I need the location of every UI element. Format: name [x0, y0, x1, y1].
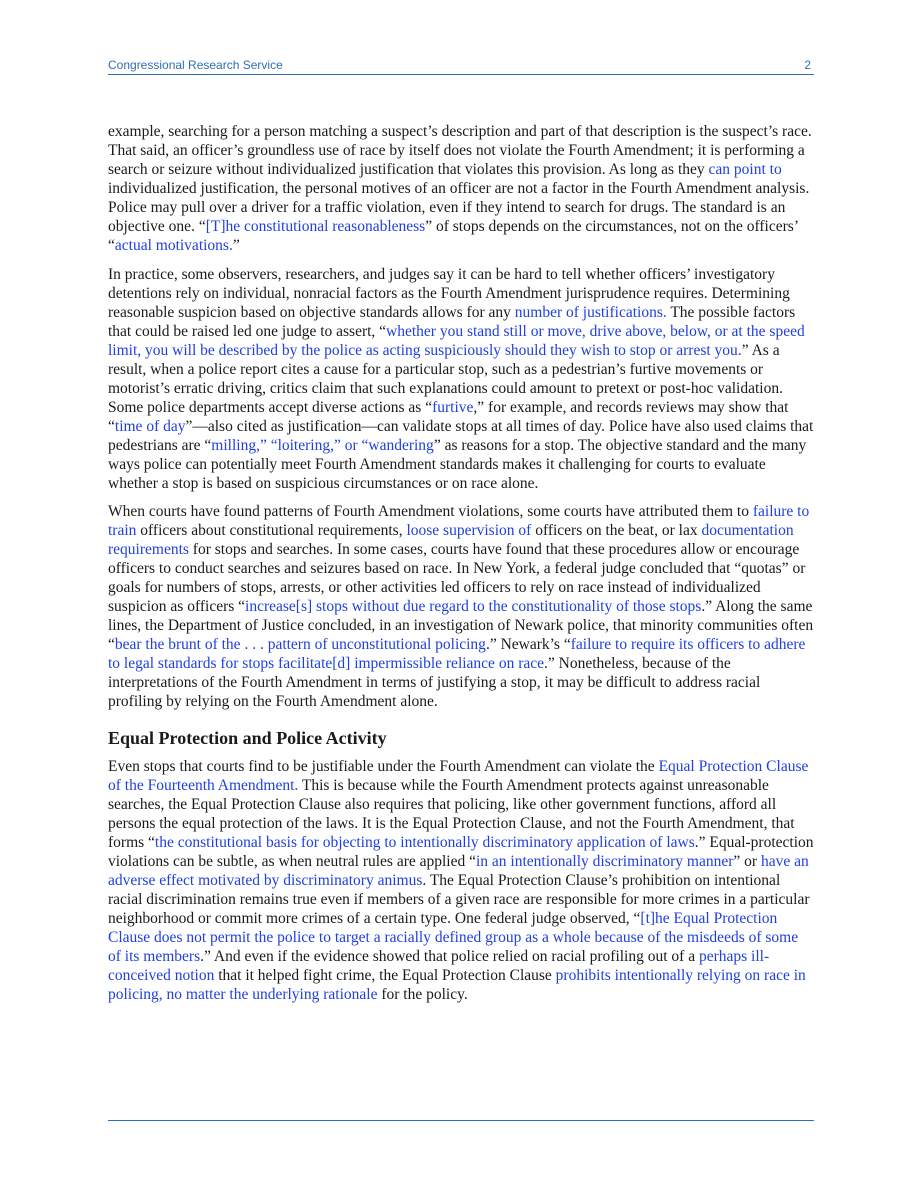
text: .” And even if the evidence showed that police relied on racial profiling out of a [200, 948, 699, 965]
link-constitutional-basis[interactable]: the constitutional basis for objecting to intentionally discriminatory application of laws [154, 834, 695, 851]
text: officers on the beat, or lax [531, 522, 702, 539]
text: Even stops that courts find to be justifiable under the Fourth Amendment can violate the [108, 758, 659, 775]
text: . The Equal Protection Clause’s prohibition on intentional racial discrimination remains true even if members of a given race are responsible for more crimes in a particular neighborhood or commit more crimes of a certain type. One federal judge observed, “ [108, 872, 810, 927]
link-failure-to-train[interactable]: failure to train [108, 503, 810, 539]
link-documentation-requirements[interactable]: documentation requirements [108, 522, 794, 558]
paragraph-4 [108, 757, 814, 1004]
text: for stops and searches. In some cases, courts have found that these procedures allow or encourage officers to conduct searches and seizures based on race. In New York, a federal judge concluded that “quotas” or goals for numbers of stops, arrests, or other activities led officers to rely on race instead of individualized suspicion as officers “ [108, 541, 806, 615]
text: In practice, some observers, researchers, and judges say it can be hard to tell whether officers’ investigatory detentions rely on individual, nonracial factors as the Fourth Amendment jurisprudence requires. Determining reasonable suspicion based on objective standards allows for any [108, 265, 790, 321]
section-heading: Equal Protection and Police Activity [108, 728, 387, 748]
text: ” or [733, 853, 761, 870]
link-constitutional-reasonableness[interactable]: [T]he constitutional reasonableness [205, 218, 426, 235]
text: .” Nonetheless, because of the interpretations of the Fourth Amendment in terms of justifying a stop, it may be difficult to address racial profiling by relying on the Fourth Amendment alone. [108, 655, 761, 710]
page-number: 2 [804, 58, 811, 72]
header-org: Congressional Research Service [108, 58, 283, 72]
link-number-of-justifications[interactable]: number of justifications. [514, 303, 667, 321]
link-discriminatory-manner[interactable]: in an intentionally discriminatory manner [476, 853, 734, 870]
text: for the policy. [377, 986, 468, 1003]
link-loose-supervision[interactable]: loose supervision of [406, 522, 532, 539]
text: that it helped fight crime, the Equal Protection Clause [214, 967, 556, 984]
text: This is because while the Fourth Amendment protects against unreasonable searches, the Equal Protection Clause also requires that policing, like other government functions, afford all persons the equal protection of the laws. It is the Equal Protection Clause, and not the Fourth Amendment, that forms “ [108, 777, 795, 851]
document-body [108, 122, 814, 1014]
link-increase-stops[interactable]: increase[s] stops without due regard to the constitutionality of those stops [245, 598, 702, 615]
link-bear-the-brunt[interactable]: bear the brunt of the . . . pattern of unconstitutional policing [114, 636, 486, 653]
text: The possible factors that could be raised led one judge to assert, “ [108, 303, 796, 340]
link-prohibits-relying-on-race[interactable]: prohibits intentionally relying on race in policing, no matter the underlying rationale [108, 967, 806, 1003]
text: individualized justification, the personal motives of an officer are not a factor in the Fourth Amendment analysis. Police may pull over a driver for a traffic violation, even if they intend to search for drugs. The standard is an objective one. “ [108, 180, 810, 235]
link-equal-protection-quote[interactable]: [t]he Equal Protection Clause does not permit the police to target a racially defined group as a whole because of the misdeeds of some of its members [108, 910, 799, 965]
text: ” As a result, when a police report cites a cause for a particular stop, such as a pedestrian’s furtive movements or motorist’s erratic driving, critics claim that such explanations could amount to pretext or post-hoc validation. Some police departments accept diverse actions as “ [108, 341, 783, 416]
link-ill-conceived-notion[interactable]: perhaps ill-conceived notion [108, 948, 770, 984]
link-can-point-to[interactable]: can point to [708, 161, 782, 178]
link-adverse-effect[interactable]: have an adverse effect motivated by discriminatory animus [108, 853, 809, 889]
text: example, searching for a person matching a suspect’s description and part of that description is the suspect’s race. That said, an officer’s groundless use of race by itself does not violate the Fourth Amendment; it is performing a search or seizure without individualized justification that violates this provision. As long as they [108, 123, 812, 178]
text: ” [232, 237, 240, 254]
footer-rule [108, 1120, 814, 1121]
link-furtive[interactable]: furtive [432, 398, 474, 416]
paragraph-3 [108, 502, 814, 711]
link-actual-motivations[interactable]: actual motivations. [114, 237, 233, 254]
text: When courts have found patterns of Fourth Amendment violations, some courts have attributed them to [108, 503, 753, 520]
text: officers about constitutional requirements, [136, 522, 407, 539]
text: ”—also cited as justification—can validate stops at all times of day. Police have also used claims that pedestrians are “ [108, 417, 814, 454]
link-judge-quote[interactable]: whether you stand still or move, drive above, below, or at the speed limit, you will be described by the police as acting suspiciously should they wish to stop or arrest you. [108, 322, 805, 359]
link-milling-loitering[interactable]: milling,” “loitering,” or “wandering [211, 436, 434, 454]
text: .” Newark’s “ [485, 636, 571, 653]
paragraph-1 [108, 122, 814, 255]
paragraph-2 [108, 265, 814, 493]
text: ” as reasons for a stop. The objective standard and the many ways police can potentially meet Fourth Amendment standards makes it challenging for courts to evaluate whether a stop is based on suspicious circumstances or on race alone. [108, 436, 807, 492]
text: ,” for example, and records reviews may show that “ [108, 398, 789, 435]
text: .” Along the same lines, the Department of Justice concluded, in an investigation of Newark police, that minority communities often “ [108, 598, 814, 653]
text: .” Equal-protection violations can be subtle, as when neutral rules are applied “ [108, 834, 814, 870]
page-header [108, 58, 814, 75]
link-equal-protection-clause[interactable]: Equal Protection Clause of the Fourteenth Amendment. [108, 758, 809, 794]
link-time-of-day[interactable]: time of day [114, 417, 186, 435]
text: ” of stops depends on the circumstances, not on the officers’ “ [108, 218, 798, 254]
link-failure-to-require[interactable]: failure to require its officers to adhere to legal standards for stops facilitate[d] impermissible reliance on race [108, 636, 806, 672]
